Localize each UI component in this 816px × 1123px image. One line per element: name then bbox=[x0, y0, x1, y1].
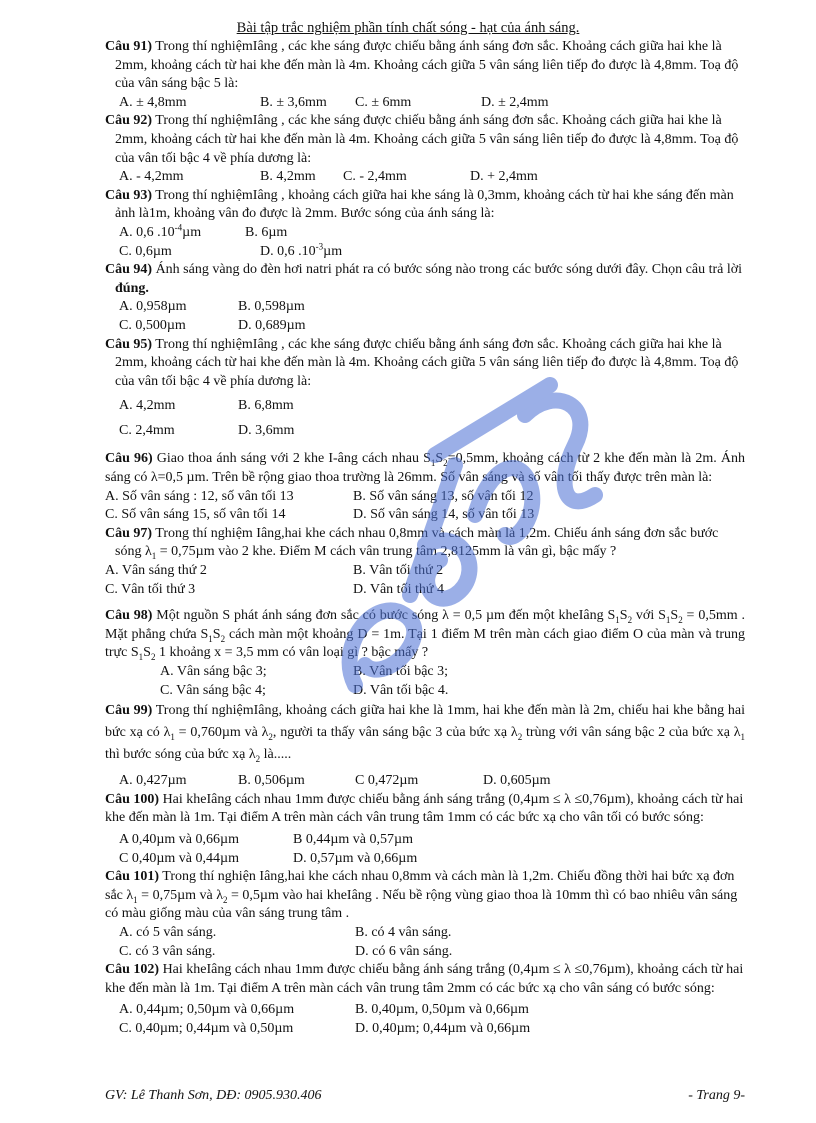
question-text: cách màn một khoảng D = 1m. Tại 1 điểm M trên màn cách giao điểm O của màn và trung trực S bbox=[105, 626, 745, 661]
question-text: S bbox=[435, 451, 444, 467]
option-b: B. ± 3,6mm bbox=[260, 94, 327, 110]
question-label: Câu 96) bbox=[105, 451, 153, 467]
question-text: Trong thí nghiệmIâng , khoảng cách giữa hai khe sáng là 0,3mm, khoảng cách từ hai khe sáng đến màn ảnh là1m, khoảng vân đo được là 2mm. Bước sóng của ánh sáng là: bbox=[115, 187, 734, 222]
question-label: Câu 98) bbox=[105, 608, 153, 624]
question-text: = 0,75µm vào 2 khe. Điểm M cách vân trung tâm 2,8125mm là vân gì, bậc mấy ? bbox=[156, 544, 617, 560]
options-row bbox=[105, 488, 745, 507]
footer-author: GV: Lê Thanh Sơn, DĐ: 0905.930.406 bbox=[105, 1088, 322, 1103]
subscript: 1 bbox=[430, 458, 436, 469]
subscript: 1 bbox=[138, 652, 144, 663]
subscript: 2 bbox=[443, 458, 448, 469]
options-row bbox=[105, 772, 745, 791]
question-label: Câu 95) bbox=[105, 336, 153, 352]
subscript: 2 bbox=[517, 731, 523, 742]
option-a bbox=[119, 224, 201, 243]
question-92 bbox=[105, 112, 745, 168]
question-text: Một nguồn S phát ánh sáng đơn sắc có bước sóng λ = 0,5 µm đến một kheIâng S bbox=[152, 608, 616, 624]
question-text: Trong thí nghiệmIâng , các khe sáng được chiếu bằng ánh sáng đơn sắc. Khoảng cách giữa hai khe là 2mm, khoảng cách từ hai khe đến màn là 4m. Khoảng cách giữa 5 vân sáng liên tiếp đo được là 4,8mm. Toạ độ của vân tối bậc 4 về phía dương là: bbox=[115, 336, 739, 389]
option-b: B. 4,2mm bbox=[260, 169, 316, 185]
options-row bbox=[105, 663, 745, 682]
question-text: = 0,760µm và λ bbox=[174, 725, 269, 741]
subscript: 1 bbox=[151, 551, 157, 562]
option-c: C. 0,6µm bbox=[119, 243, 172, 259]
option-c: C. 0,40µm; 0,44µm và 0,50µm bbox=[119, 1020, 294, 1036]
question-text: S bbox=[212, 626, 221, 642]
options-row bbox=[105, 240, 745, 262]
option-c: C. Vân sáng bậc 4; bbox=[160, 682, 266, 698]
question-94 bbox=[105, 261, 745, 298]
options-row bbox=[105, 168, 745, 187]
page-number: - Trang 9- bbox=[688, 1088, 745, 1103]
subscript: 2 bbox=[223, 894, 228, 905]
option-a: A. - 4,2mm bbox=[119, 169, 184, 185]
options-row bbox=[105, 562, 745, 581]
option-b: B. 0,598µm bbox=[238, 299, 305, 315]
question-text: Hai kheIâng cách nhau 1mm được chiếu bằng ánh sáng trắng (0,4µm ≤ λ ≤0,76µm), khoảng cách từ hai khe đến màn là 1m. Tại điểm A trên màn cách vân trung tâm 2mm có các bức xạ cho vân sáng có bước sóng: bbox=[105, 962, 744, 996]
option-d: D. Vân tối bậc 4. bbox=[353, 682, 449, 698]
subscript: 1 bbox=[615, 615, 620, 626]
question-98 bbox=[105, 607, 745, 663]
option-a: A. 0,958µm bbox=[119, 299, 187, 315]
option-c: C. ± 6mm bbox=[355, 94, 412, 110]
emphasis: đúng. bbox=[115, 280, 149, 296]
options-row bbox=[105, 397, 745, 416]
option-b: B. Vân tối bậc 3; bbox=[353, 664, 449, 679]
question-list bbox=[105, 38, 745, 1039]
option-c: C. có 3 vân sáng. bbox=[119, 943, 216, 959]
question-label: Câu 99) bbox=[105, 703, 153, 719]
question-97 bbox=[105, 525, 745, 562]
options-row bbox=[105, 1001, 745, 1020]
question-text: S bbox=[143, 645, 151, 661]
option-a: A. Vân sáng thứ 2 bbox=[105, 563, 207, 579]
exponent: -4 bbox=[174, 222, 183, 233]
option-a: A. có 5 vân sáng. bbox=[119, 924, 217, 940]
options-row bbox=[105, 850, 745, 869]
options-row bbox=[105, 682, 745, 701]
question-text: = 0,5mm . Mặt phẳng chứa S bbox=[105, 608, 745, 642]
question-label: Câu 92) bbox=[105, 113, 153, 129]
subscript: 2 bbox=[220, 633, 226, 644]
option-a: A. ± 4,8mm bbox=[119, 94, 187, 110]
question-label: Câu 91) bbox=[105, 39, 153, 54]
option-c: C. Số vân sáng 15, số vân tối 14 bbox=[105, 507, 286, 523]
question-text: Trong thí nghiệm Iâng,hai khe cách nhau 0,8mm và cách màn là 1,2m. Chiếu ánh sáng đơn sắc bước sóng λ bbox=[115, 525, 719, 560]
subscript: 2 bbox=[255, 753, 261, 764]
subscript: 1 bbox=[740, 731, 745, 742]
subscript: 2 bbox=[678, 615, 683, 626]
options-row bbox=[105, 943, 745, 962]
option-a: A. 0,427µm bbox=[119, 773, 187, 789]
question-text: thì bước sóng của bức xạ λ bbox=[105, 747, 256, 763]
option-d-text: D. 0,6 .10 bbox=[260, 243, 316, 259]
options-row bbox=[105, 506, 745, 525]
options-row bbox=[105, 924, 745, 943]
options-row bbox=[105, 298, 745, 317]
question-label: Câu 94) bbox=[105, 262, 153, 278]
question-text: Giao thoa ánh sáng với 2 khe I-âng cách nhau S bbox=[152, 451, 431, 467]
subscript: 1 bbox=[665, 615, 671, 626]
question-100 bbox=[105, 791, 745, 828]
question-label: Câu 97) bbox=[105, 525, 153, 541]
option-a: A. Vân sáng bậc 3; bbox=[160, 664, 267, 679]
option-d: D. + 2,4mm bbox=[470, 169, 538, 185]
options-row bbox=[105, 1020, 745, 1039]
options-row bbox=[105, 831, 745, 850]
question-93 bbox=[105, 187, 745, 224]
question-text: 1 khoảng x = 3,5 mm có vân loại gì ? bậc mấy ? bbox=[155, 645, 429, 661]
question-text: Trong thí nghiệmIâng , các khe sáng được chiếu bằng ánh sáng đơn sắc. Khoảng cách giữa hai khe là 2mm, khoảng cách từ hai khe đến màn là 4m. Khoảng cách giữa 5 vân sáng liên tiếp đo được là 4,8mm. Toạ độ của vân sáng bậc 5 là: bbox=[115, 39, 739, 92]
unit: µm bbox=[323, 243, 343, 259]
option-b: B. 0,506µm bbox=[238, 773, 305, 789]
option-d: D. 0,605µm bbox=[483, 773, 551, 789]
question-text: Trong thí nghiệmIâng , các khe sáng được chiếu bằng ánh sáng đơn sắc. Khoảng cách giữa hai khe là 2mm, khoảng cách từ hai khe đến màn là 4m. Khoảng cách giữa 5 vân sáng liên tiếp đo được là 4,8mm. Toạ độ của vân tối bậc 4 về phía dương là: bbox=[115, 113, 739, 166]
subscript: 1 bbox=[133, 894, 138, 905]
question-label: Câu 101) bbox=[105, 869, 160, 885]
subscript: 1 bbox=[170, 731, 175, 742]
option-b: B 0,44µm và 0,57µm bbox=[293, 831, 413, 847]
option-d: D. Vân tối thứ 4 bbox=[353, 581, 444, 597]
option-d: D. 0,689µm bbox=[238, 317, 306, 333]
options-row bbox=[105, 94, 745, 113]
option-c: C. 0,500µm bbox=[119, 317, 186, 333]
question-101 bbox=[105, 868, 745, 924]
question-91 bbox=[105, 38, 745, 94]
question-text: Trong thí nghiện Iâng,hai khe cách nhau 0,8mm và cách màn là 1,2m. Chiếu đồng thời hai bức xạ đơn sắc λ bbox=[105, 869, 735, 903]
question-label: Câu 100) bbox=[105, 791, 160, 807]
option-b: B. 6,8mm bbox=[238, 398, 294, 414]
options-row bbox=[105, 422, 745, 441]
option-c: C 0,472µm bbox=[355, 773, 419, 789]
option-b: B. Vân tối thứ 2 bbox=[353, 563, 444, 579]
question-label: Câu 102) bbox=[105, 962, 160, 978]
option-b: B. 6µm bbox=[245, 224, 288, 240]
option-a: A 0,40µm và 0,66µm bbox=[119, 831, 239, 847]
page-title: Bài tập trắc nghiệm phần tính chất sóng - hạt của ánh sáng. bbox=[236, 20, 580, 36]
option-a: A. 0,44µm; 0,50µm và 0,66µm bbox=[119, 1002, 295, 1018]
option-d: D. 0,57µm và 0,66µm bbox=[293, 850, 418, 866]
question-text: Trong thí nghiệmIâng, khoảng cách giữa hai khe là 1mm, hai khe đến màn là 2m, chiếu hai khe bằng hai bức xạ có λ bbox=[105, 703, 745, 741]
option-a: A. Số vân sáng : 12, số vân tối 13 bbox=[105, 488, 294, 504]
option-a: A. 4,2mm bbox=[119, 398, 176, 414]
option-c: C. 2,4mm bbox=[119, 422, 175, 438]
question-text: Hai kheIâng cách nhau 1mm được chiếu bằng ánh sáng trắng (0,4µm ≤ λ ≤0,76µm), khoảng cách từ hai khe đến màn là 1m. Tại điểm A trên màn cách vân trung tâm 1mm có các bức xạ cho vân tối có bước sóng: bbox=[105, 791, 744, 826]
question-text: với S bbox=[632, 608, 666, 624]
option-d bbox=[260, 240, 343, 262]
option-a-text: A. 0,6 .10 bbox=[119, 224, 175, 240]
subscript: 2 bbox=[627, 615, 633, 626]
option-b: B. 0,40µm, 0,50µm và 0,66µm bbox=[355, 1002, 529, 1018]
question-text: là..... bbox=[260, 747, 292, 763]
option-c: C 0,40µm và 0,44µm bbox=[119, 850, 239, 866]
question-text: S bbox=[619, 608, 628, 624]
subscript: 2 bbox=[268, 731, 273, 742]
unit: µm bbox=[182, 224, 202, 240]
question-96 bbox=[105, 450, 745, 487]
question-text: = 0,5µm vào hai kheIâng . Nếu bề rộng vùng giao thoa là 10mm thì có bao nhiêu vân sáng có màu giống màu của vân sáng trung tâm . bbox=[105, 887, 738, 922]
question-text: =0,5mm, khoảng cách từ 2 khe đến màn là 2m. Ánh sáng có λ=0,5 µm. Trên bề rộng giao thoa trường là 26mm. Số vân sáng và số vân tối thấy được trên màn là: bbox=[105, 451, 745, 486]
question-95 bbox=[105, 336, 745, 392]
option-b: B. Số vân sáng 13, số vân tối 12 bbox=[353, 488, 534, 504]
options-row bbox=[105, 317, 745, 336]
option-d: D. ± 2,4mm bbox=[481, 94, 549, 110]
option-c: C. Vân tối thứ 3 bbox=[105, 581, 196, 597]
option-d: D. 0,40µm; 0,44µm và 0,66µm bbox=[355, 1020, 531, 1036]
options-row bbox=[105, 224, 745, 243]
question-text: Ánh sáng vàng do đèn hơi natri phát ra có bước sóng nào trong các bước sóng dưới đây. Chọn câu trả lời bbox=[152, 262, 743, 278]
question-text: trùng với vân sáng bậc 2 của bức xạ λ bbox=[522, 725, 741, 741]
question-99 bbox=[105, 700, 745, 766]
option-d: D. 3,6mm bbox=[238, 422, 295, 438]
question-102 bbox=[105, 961, 745, 998]
option-c: C. - 2,4mm bbox=[343, 169, 407, 185]
exponent: -3 bbox=[315, 240, 324, 251]
question-text: , người ta thấy vân sáng bậc 3 của bức xạ λ bbox=[272, 725, 518, 741]
question-text: S bbox=[670, 608, 679, 624]
option-b: B. có 4 vân sáng. bbox=[355, 924, 452, 940]
subscript: 1 bbox=[208, 633, 213, 644]
subscript: 2 bbox=[150, 652, 156, 663]
option-d: D. có 6 vân sáng. bbox=[355, 943, 453, 959]
option-d: D. Số vân sáng 14, số vân tối 13 bbox=[353, 507, 535, 523]
question-label: Câu 93) bbox=[105, 187, 153, 203]
question-text: = 0,75µm và λ bbox=[137, 887, 224, 903]
options-row bbox=[105, 581, 745, 600]
